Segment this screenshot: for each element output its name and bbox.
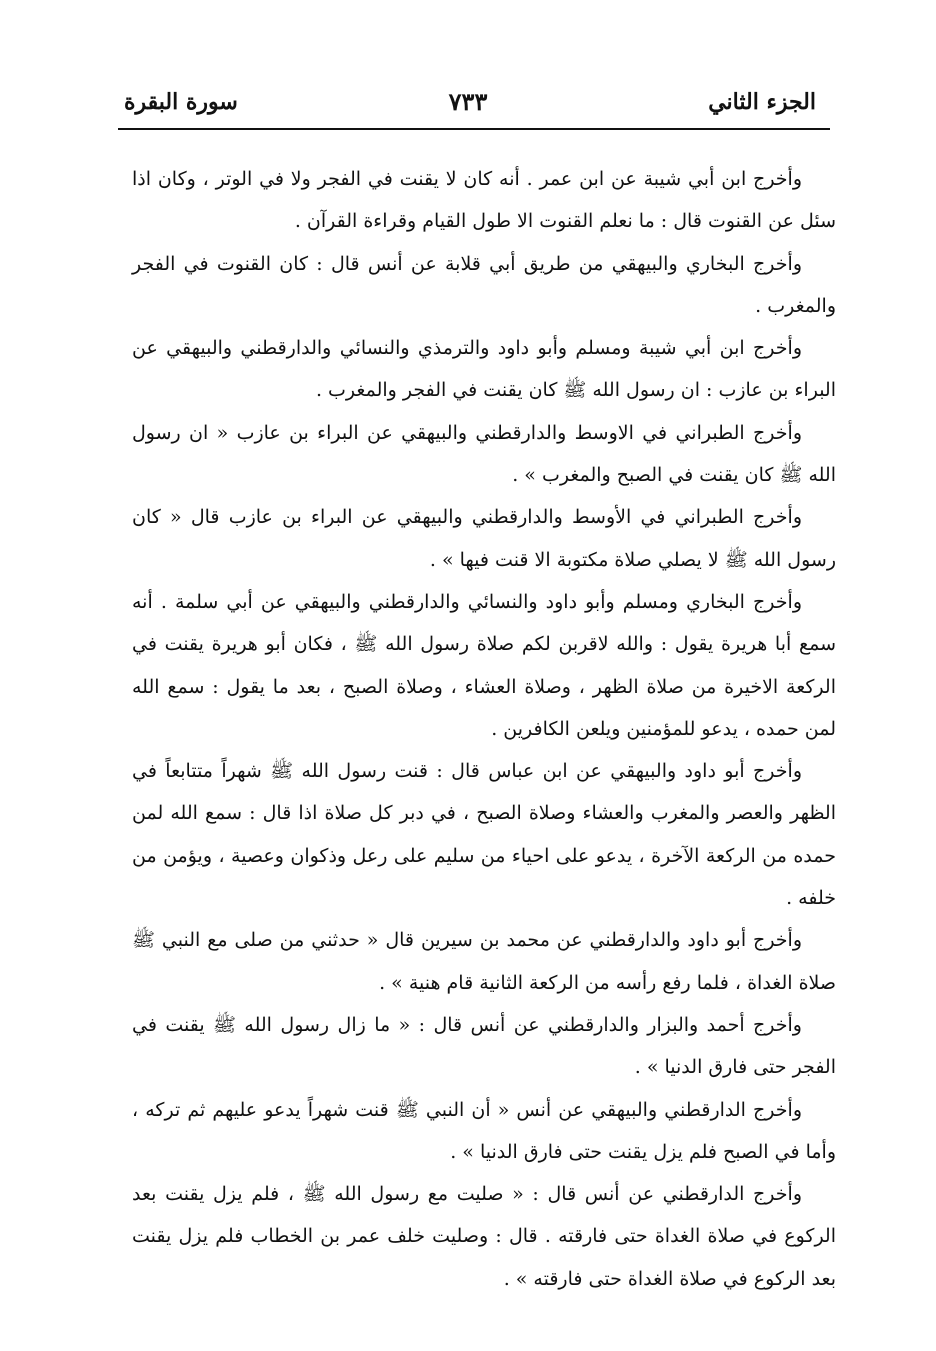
surah-label: سورة البقرة	[124, 89, 238, 115]
paragraph: وأخرج الطبراني في الأوسط والدارقطني والبيهقي عن البراء بن عازب قال « كان رسول الله ﷺ لا يصلي صلاة مكتوبة الا قنت فيها » .	[132, 506, 836, 571]
page-body	[132, 158, 836, 1300]
part-label: الجزء الثاني	[708, 89, 816, 115]
paragraph: وأخرج أبو داود والدارقطني عن محمد بن سيرين قال « حدثني من صلى مع النبي ﷺ صلاة الغداة ، فلما رفع رأسه من الركعة الثانية قام هنية » .	[132, 929, 836, 994]
paragraph: وأخرج أبو داود والبيهقي عن ابن عباس قال : قنت رسول الله ﷺ شهراً متتابعاً في الظهر والعصر والمغرب والعشاء وصلاة الصبح ، في دبر كل صلاة اذا قال : سمع الله لمن حمده من الركعة الآخرة ، يدعو على احياء من سليم على رعل وذكوان وعصية ، ويؤمن من خلفه .	[132, 760, 836, 910]
header-rule	[118, 128, 830, 130]
page-number: ٧٣٣	[448, 87, 488, 116]
paragraph: وأخرج الطبراني في الاوسط والدارقطني والبيهقي عن البراء بن عازب « ان رسول الله ﷺ كان يقنت في الصبح والمغرب » .	[132, 421, 836, 487]
paragraph: وأخرج الدارقطني عن أنس قال : « صليت مع رسول الله ﷺ ، فلم يزل يقنت بعد الركوع في صلاة الغداة حتى فارقته . قال : وصليت خلف عمر بن الخطاب فلم يزل يقنت بعد الركوع في صلاة الغداة حتى فارقته » .	[132, 1183, 836, 1290]
paragraph: وأخرج البخاري والبيهقي من طريق أبي قلابة عن أنس قال : كان القنوت في الفجر والمغرب .	[132, 252, 836, 317]
paragraph: وأخرج ابن أبي شيبة ومسلم وأبو داود والترمذي والنسائي والدارقطني والبيهقي عن البراء بن عازب : ان رسول الله ﷺ كان يقنت في الفجر والمغرب .	[132, 337, 836, 402]
paragraph: وأخرج الدارقطني والبيهقي عن أنس « أن النبي ﷺ قنت شهراً يدعو عليهم ثم تركه ، وأما في الصبح فلم يزل يقنت حتى فارق الدنيا » .	[132, 1098, 836, 1163]
paragraph: وأخرج ابن أبي شيبة عن ابن عمر . أنه كان لا يقنت في الفجر ولا في الوتر ، وكان اذا سئل عن القنوت قال : ما نعلم القنوت الا طول القيام وقراءة القرآن .	[132, 168, 836, 233]
paragraph: وأخرج البخاري ومسلم وأبو داود والنسائي والدارقطني والبيهقي عن أبي سلمة . أنه سمع أبا هريرة يقول : والله لاقربن لكم صلاة رسول الله ﷺ ، فكان أبو هريرة يقنت في الركعة الاخيرة من صلاة الظهر ، وصلاة العشاء ، وصلاة الصبح ، بعد ما يقول : سمع الله لمن حمده ، يدعو للمؤمنين ويلعن الكافرين .	[132, 590, 836, 740]
paragraph: وأخرج أحمد والبزار والدارقطني عن أنس قال : « ما زال رسول الله ﷺ يقنت في الفجر حتى فارق الدنيا » .	[132, 1013, 836, 1079]
